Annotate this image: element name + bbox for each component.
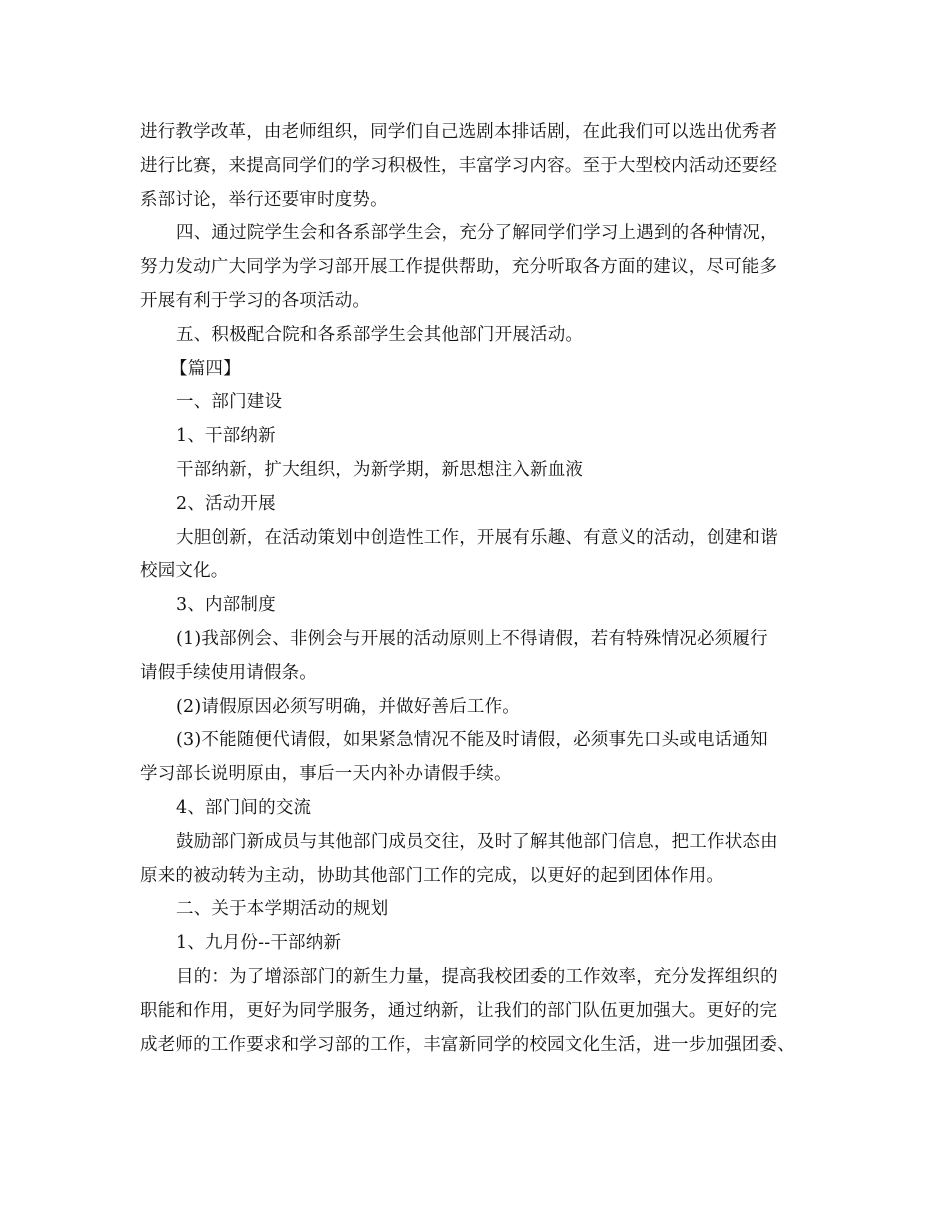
section-heading: 【篇四】 <box>170 358 241 379</box>
text-line: 进行比赛，来提高同学们的学习积极性，丰富学习内容。至于大型校内活动还要经 <box>140 155 778 176</box>
subsection-heading: 1、干部纳新 <box>176 426 276 447</box>
list-item: (3)不能随便代请假，如果紧急情况不能及时请假，必须事先口头或电话通知 <box>176 730 768 751</box>
text-line: 五、积极配合院和各系部学生会其他部门开展活动。 <box>176 324 584 345</box>
text-line: 开展有利于学习的各项活动。 <box>140 290 371 311</box>
text-line: 学习部长说明原由，事后一天内补办请假手续。 <box>140 764 512 785</box>
text-line: 干部纳新，扩大组织，为新学期，新思想注入新血液 <box>176 459 584 480</box>
section-heading: 二、关于本学期活动的规划 <box>176 899 389 920</box>
text-line: 努力发动广大同学为学习部开展工作提供帮助，充分听取各方面的建议，尽可能多 <box>140 257 778 278</box>
subsection-heading: 4、部门间的交流 <box>176 797 312 818</box>
text-line: 系部讨论，举行还要审时度势。 <box>140 189 388 210</box>
list-item: (1)我部例会、非例会与开展的活动原则上不得请假，若有特殊情况必须履行 <box>176 628 768 649</box>
text-line: 请假手续使用请假条。 <box>140 662 317 683</box>
text-line: 成老师的工作要求和学习部的工作，丰富新同学的校园文化生活，进一步加强团委、 <box>140 1034 795 1055</box>
text-line: 四、通过院学生会和各系部学生会，充分了解同学们学习上遇到的各种情况， <box>176 223 778 244</box>
document-body <box>140 116 830 1062</box>
text-line: 大胆创新，在活动策划中创造性工作，开展有乐趣、有意义的活动，创建和谐 <box>176 527 778 548</box>
text-line: 原来的被动转为主动，协助其他部门工作的完成，以更好的起到团体作用。 <box>140 865 725 886</box>
list-item: (2)请假原因必须写明确，并做好善后工作。 <box>176 696 520 717</box>
text-line: 职能和作用，更好为同学服务，通过纳新，让我们的部门队伍更加强大。更好的完 <box>140 1000 778 1021</box>
subsection-heading: 1、九月份--干部纳新 <box>176 933 342 954</box>
text-line: 鼓励部门新成员与其他部门成员交往，及时了解其他部门信息，把工作状态由 <box>176 831 778 852</box>
subsection-heading: 3、内部制度 <box>176 595 276 616</box>
text-line: 进行教学改革，由老师组织，同学们自己选剧本排话剧，在此我们可以选出优秀者 <box>140 122 778 142</box>
text-line: 目的：为了增添部门的新生力量，提高我校团委的工作效率，充分发挥组织的 <box>176 966 778 987</box>
text-line: 校园文化。 <box>140 561 229 582</box>
section-heading: 一、部门建设 <box>176 392 283 413</box>
subsection-heading: 2、活动开展 <box>176 493 276 514</box>
